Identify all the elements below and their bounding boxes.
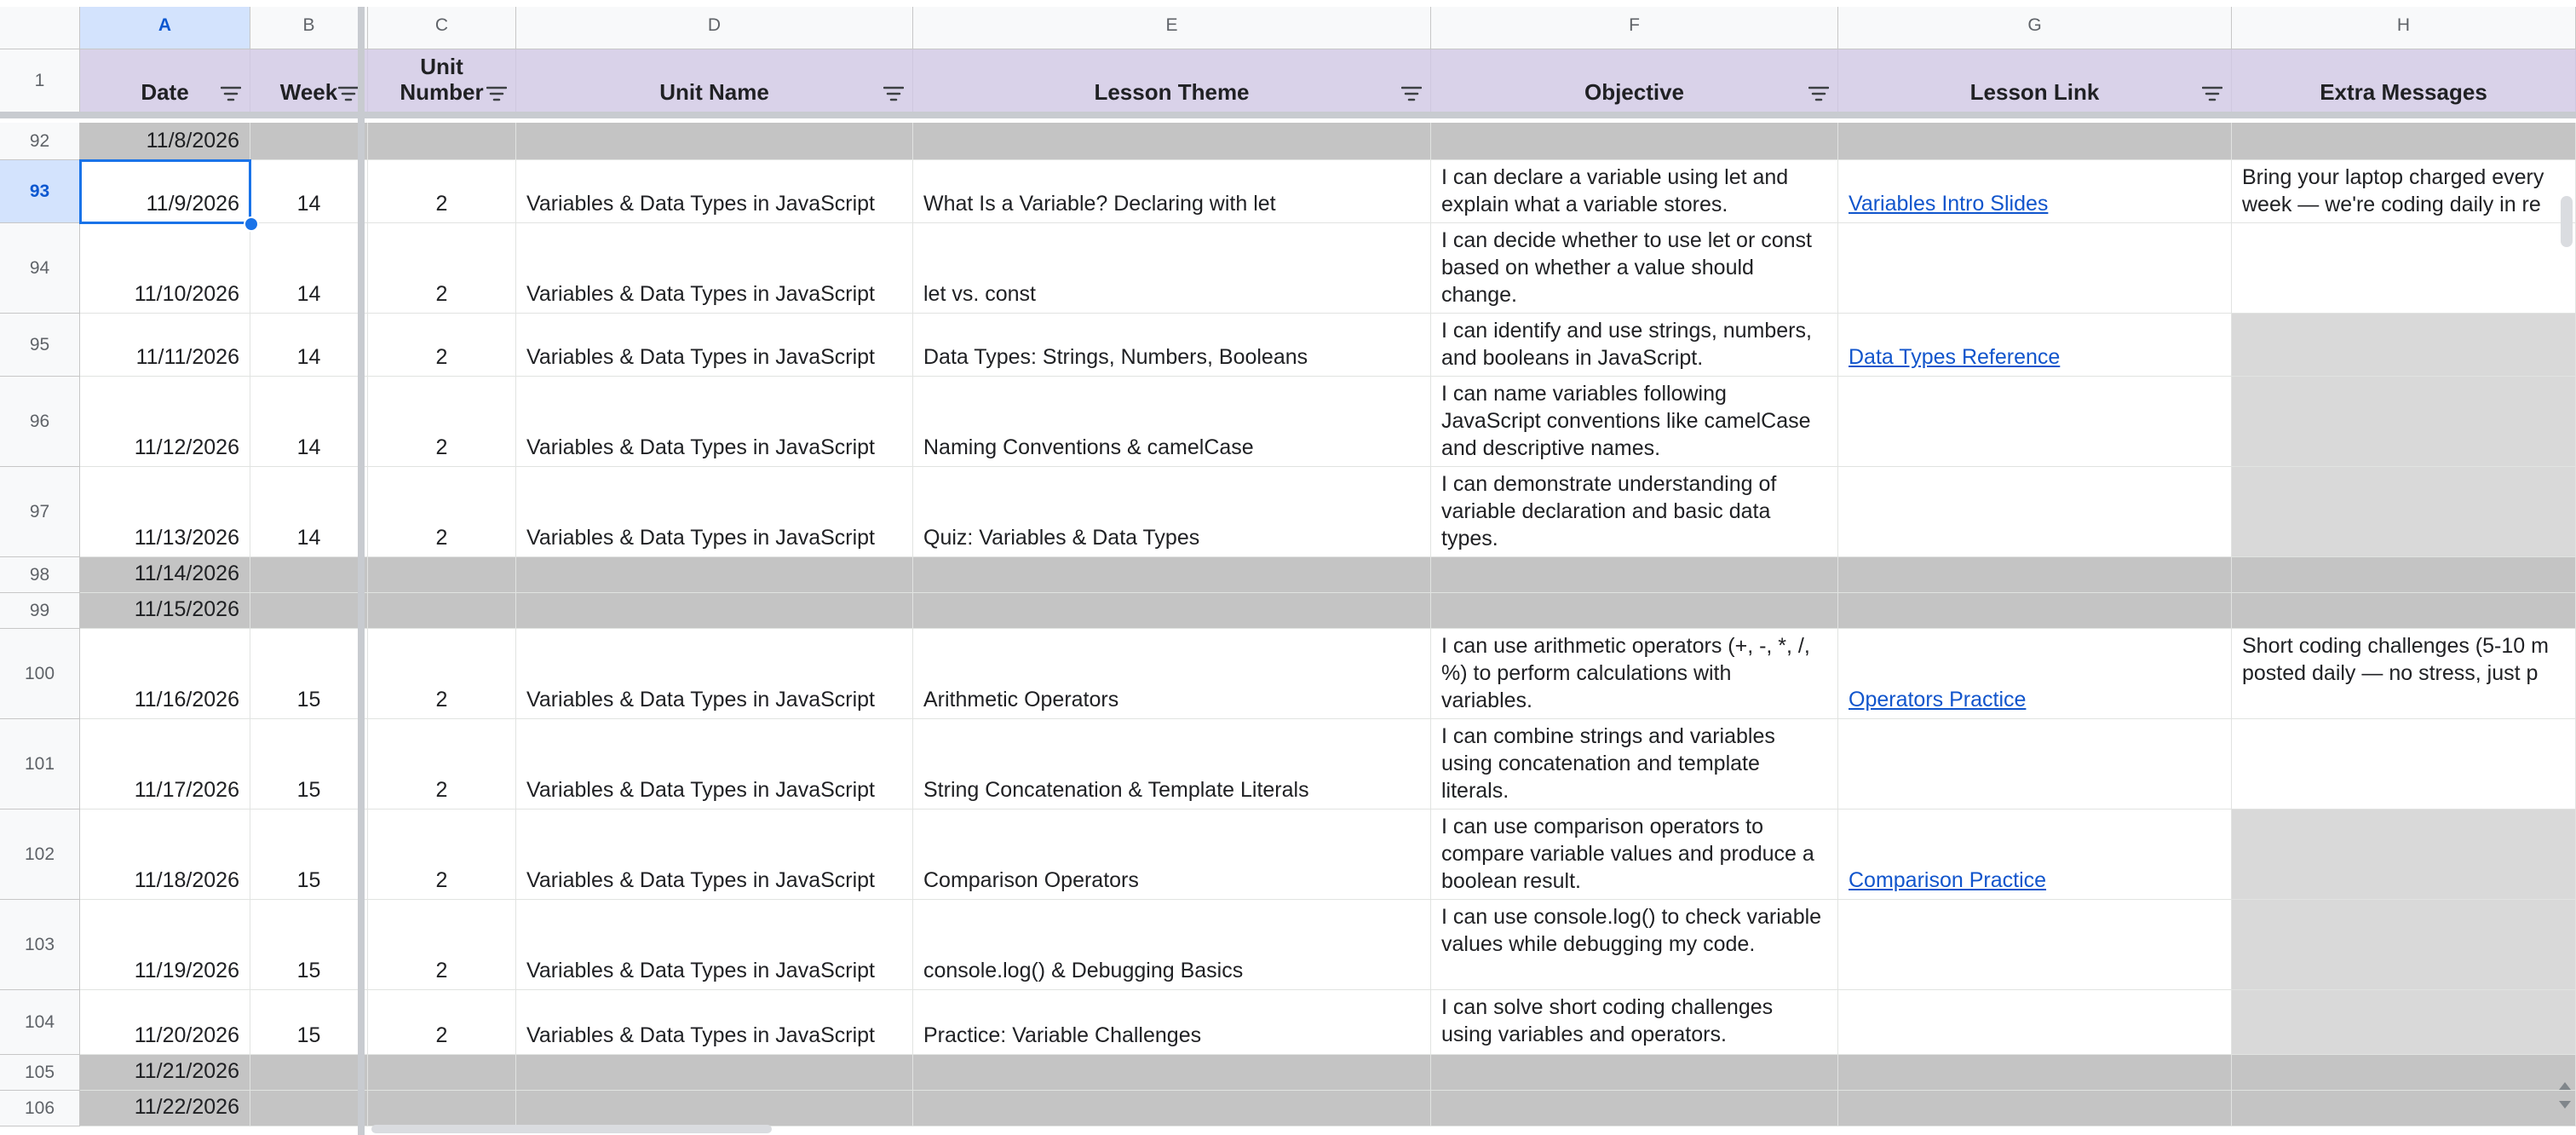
- unit-name-cell[interactable]: [516, 1091, 913, 1126]
- extra-text: Bring your laptop charged every week — we're coding daily in re: [2242, 165, 2544, 216]
- theme-text: let vs. const: [923, 282, 1036, 306]
- theme-cell[interactable]: [913, 629, 1431, 719]
- link-cell[interactable]: [1838, 160, 2232, 223]
- date-cell[interactable]: [80, 809, 250, 900]
- objective-text: I can combine strings and variables using concatenation and template literals.: [1441, 724, 1775, 803]
- date-cell[interactable]: [80, 629, 250, 719]
- date-text: 11/10/2026: [134, 282, 239, 306]
- week-cell[interactable]: [250, 377, 368, 467]
- theme-cell[interactable]: [913, 990, 1431, 1055]
- theme-cell[interactable]: [913, 377, 1431, 467]
- unit-name-cell[interactable]: [516, 160, 913, 223]
- column-header-b[interactable]: B: [250, 7, 368, 49]
- theme-cell[interactable]: [913, 557, 1431, 593]
- week-cell[interactable]: [250, 1055, 368, 1091]
- unit_name-text: Variables & Data Types in JavaScript: [526, 345, 875, 369]
- row-header-99[interactable]: 99: [0, 593, 80, 629]
- date-text: 11/17/2026: [134, 778, 239, 802]
- link-cell[interactable]: [1838, 1055, 2232, 1091]
- week-cell[interactable]: [250, 900, 368, 990]
- unit-cell[interactable]: [368, 314, 516, 377]
- row-header-103[interactable]: 103: [0, 900, 80, 990]
- unit_name-text: Variables & Data Types in JavaScript: [526, 435, 875, 459]
- date-cell[interactable]: [80, 467, 250, 557]
- unit-name-cell[interactable]: [516, 223, 913, 314]
- filter-icon[interactable]: [221, 86, 241, 101]
- column-header-g[interactable]: G: [1838, 7, 2232, 49]
- unit-name-cell[interactable]: [516, 314, 913, 377]
- row-header-98[interactable]: 98: [0, 557, 80, 593]
- date-cell[interactable]: [80, 160, 250, 223]
- link-cell[interactable]: [1838, 123, 2232, 160]
- date-cell[interactable]: [80, 123, 250, 160]
- unit-cell[interactable]: [368, 123, 516, 160]
- unit-name-cell[interactable]: [516, 123, 913, 160]
- unit-cell[interactable]: [368, 990, 516, 1055]
- select-all-corner[interactable]: [0, 7, 80, 49]
- extra-cell[interactable]: [2232, 223, 2576, 314]
- objective-cell[interactable]: [1431, 557, 1838, 593]
- unit-name-cell[interactable]: [516, 629, 913, 719]
- week-cell[interactable]: [250, 593, 368, 629]
- header-label-extra-messages: Extra Messages: [2320, 79, 2487, 105]
- link-cell[interactable]: [1838, 467, 2232, 557]
- lesson-link[interactable]: Operators Practice: [1849, 688, 2027, 712]
- date-cell[interactable]: [80, 1091, 250, 1126]
- link-cell[interactable]: [1838, 809, 2232, 900]
- extra-cell[interactable]: [2232, 123, 2576, 160]
- column-header-d[interactable]: D: [516, 7, 913, 49]
- frozen-column-divider[interactable]: [358, 7, 365, 1135]
- date-cell[interactable]: [80, 593, 250, 629]
- theme-text: Quiz: Variables & Data Types: [923, 526, 1200, 550]
- extra-cell[interactable]: [2232, 467, 2576, 557]
- filter-icon[interactable]: [338, 86, 359, 101]
- unit-cell[interactable]: [368, 593, 516, 629]
- objective-cell[interactable]: [1431, 900, 1838, 990]
- objective-text: I can use comparison operators to compare variable values and produce a boolean result.: [1441, 815, 1814, 893]
- header-label-date: Date: [141, 79, 189, 105]
- week-text: 15: [296, 688, 321, 712]
- theme-cell[interactable]: [913, 160, 1431, 223]
- link-cell[interactable]: [1838, 719, 2232, 809]
- week-text: 14: [296, 345, 321, 369]
- week-cell[interactable]: [250, 719, 368, 809]
- filter-icon[interactable]: [883, 86, 904, 101]
- extra-cell[interactable]: [2232, 990, 2576, 1055]
- extra-cell[interactable]: [2232, 557, 2576, 593]
- unit-text: 2: [435, 959, 448, 982]
- date-text: 11/19/2026: [134, 959, 239, 982]
- week-text: 14: [296, 435, 321, 459]
- week-text: 14: [296, 192, 321, 216]
- link-cell[interactable]: [1838, 314, 2232, 377]
- row-header-97[interactable]: 97: [0, 467, 80, 557]
- extra-cell[interactable]: [2232, 314, 2576, 377]
- row-header-104[interactable]: 104: [0, 990, 80, 1055]
- unit-cell[interactable]: [368, 900, 516, 990]
- week-text: 14: [296, 526, 321, 550]
- date-text: 11/21/2026: [134, 1059, 239, 1083]
- unit-text: 2: [435, 345, 448, 369]
- date-text: 11/8/2026: [146, 129, 239, 153]
- week-cell[interactable]: [250, 223, 368, 314]
- objective-cell[interactable]: [1431, 160, 1838, 223]
- unit_name-text: Variables & Data Types in JavaScript: [526, 1023, 875, 1047]
- row-header-102[interactable]: 102: [0, 809, 80, 900]
- column-header-e[interactable]: E: [913, 7, 1431, 49]
- lesson-link[interactable]: Comparison Practice: [1849, 868, 2047, 892]
- header-week[interactable]: [250, 49, 368, 112]
- unit-cell[interactable]: [368, 629, 516, 719]
- theme-text: Arithmetic Operators: [923, 688, 1119, 712]
- objective-cell[interactable]: [1431, 123, 1838, 160]
- horizontal-scrollbar-thumb[interactable]: [371, 1125, 772, 1133]
- unit-name-cell[interactable]: [516, 990, 913, 1055]
- row-header-1[interactable]: 1: [0, 49, 80, 112]
- objective-text: I can declare a variable using let and explain what a variable stores.: [1441, 165, 1789, 216]
- date-text: 11/18/2026: [134, 868, 239, 892]
- frozen-row-divider[interactable]: [0, 112, 2576, 118]
- unit-name-cell[interactable]: [516, 809, 913, 900]
- extra-cell[interactable]: [2232, 719, 2576, 809]
- row-header-96[interactable]: 96: [0, 377, 80, 467]
- theme-cell[interactable]: [913, 900, 1431, 990]
- unit-cell[interactable]: [368, 1091, 516, 1126]
- objective-text: I can solve short coding challenges using variables and operators.: [1441, 995, 1774, 1046]
- objective-cell[interactable]: [1431, 314, 1838, 377]
- week-text: 15: [296, 959, 321, 982]
- date-cell[interactable]: [80, 314, 250, 377]
- header-label-unit-number: Unit Number: [400, 54, 484, 105]
- theme-cell[interactable]: [913, 223, 1431, 314]
- unit-cell[interactable]: [368, 557, 516, 593]
- week-cell[interactable]: [250, 1091, 368, 1126]
- unit-name-cell[interactable]: [516, 467, 913, 557]
- theme-text: Naming Conventions & camelCase: [923, 435, 1254, 459]
- theme-cell[interactable]: [913, 719, 1431, 809]
- week-cell[interactable]: [250, 123, 368, 160]
- objective-text: I can decide whether to use let or const based on whether a value should change.: [1441, 228, 1812, 307]
- date-text: 11/13/2026: [134, 526, 239, 550]
- objective-cell[interactable]: [1431, 1055, 1838, 1091]
- unit_name-text: Variables & Data Types in JavaScript: [526, 778, 875, 802]
- week-cell[interactable]: [250, 314, 368, 377]
- theme-text: What Is a Variable? Declaring with let: [923, 192, 1276, 216]
- header-date[interactable]: [80, 49, 250, 112]
- week-text: 15: [296, 868, 321, 892]
- link-cell[interactable]: [1838, 629, 2232, 719]
- link-cell[interactable]: [1838, 990, 2232, 1055]
- unit-cell[interactable]: [368, 223, 516, 314]
- date-text: 11/15/2026: [134, 597, 239, 621]
- date-cell[interactable]: [80, 377, 250, 467]
- theme-text: String Concatenation & Template Literals: [923, 778, 1309, 802]
- unit-text: 2: [435, 282, 448, 306]
- unit_name-text: Variables & Data Types in JavaScript: [526, 282, 875, 306]
- objective-cell[interactable]: [1431, 629, 1838, 719]
- filter-icon[interactable]: [1808, 86, 1829, 101]
- row-header-105[interactable]: 105: [0, 1055, 80, 1091]
- theme-text: Data Types: Strings, Numbers, Booleans: [923, 345, 1308, 369]
- date-text: 11/20/2026: [134, 1023, 239, 1047]
- date-text: 11/9/2026: [146, 192, 239, 216]
- unit-text: 2: [435, 688, 448, 712]
- week-cell[interactable]: [250, 557, 368, 593]
- objective-text: I can demonstrate understanding of variable declaration and basic data types.: [1441, 472, 1777, 550]
- week-cell[interactable]: [250, 160, 368, 223]
- lesson-link[interactable]: Data Types Reference: [1849, 345, 2061, 369]
- fill-handle[interactable]: [244, 216, 259, 232]
- lesson-link[interactable]: Variables Intro Slides: [1849, 192, 2049, 216]
- objective-cell[interactable]: [1431, 990, 1838, 1055]
- extra-cell[interactable]: [2232, 900, 2576, 990]
- date-text: 11/16/2026: [134, 688, 239, 712]
- unit-text: 2: [435, 868, 448, 892]
- date-text: 11/22/2026: [134, 1095, 239, 1119]
- row-header-101[interactable]: 101: [0, 719, 80, 809]
- scroll-up-arrow-icon[interactable]: [2559, 1082, 2571, 1090]
- week-cell[interactable]: [250, 990, 368, 1055]
- unit-text: 2: [435, 192, 448, 216]
- theme-text: Practice: Variable Challenges: [923, 1023, 1202, 1047]
- unit-cell[interactable]: [368, 160, 516, 223]
- link-cell[interactable]: [1838, 377, 2232, 467]
- filter-icon[interactable]: [1401, 86, 1422, 101]
- column-header-f[interactable]: F: [1431, 7, 1838, 49]
- row-header-106[interactable]: 106: [0, 1091, 80, 1126]
- unit-text: 2: [435, 435, 448, 459]
- link-cell[interactable]: [1838, 557, 2232, 593]
- header-objective[interactable]: [1431, 49, 1838, 112]
- unit-name-cell[interactable]: [516, 557, 913, 593]
- row-header-93[interactable]: 93: [0, 160, 80, 223]
- date-cell[interactable]: [80, 557, 250, 593]
- theme-cell[interactable]: [913, 593, 1431, 629]
- extra-cell[interactable]: [2232, 377, 2576, 467]
- unit-cell[interactable]: [368, 809, 516, 900]
- unit-cell[interactable]: [368, 1055, 516, 1091]
- week-text: 14: [296, 282, 321, 306]
- unit-name-cell[interactable]: [516, 593, 913, 629]
- unit-name-cell[interactable]: [516, 900, 913, 990]
- date-cell[interactable]: [80, 719, 250, 809]
- extra-cell[interactable]: [2232, 593, 2576, 629]
- row-header-94[interactable]: 94: [0, 223, 80, 314]
- extra-cell[interactable]: [2232, 160, 2576, 223]
- unit-cell[interactable]: [368, 377, 516, 467]
- date-cell[interactable]: [80, 990, 250, 1055]
- header-label-objective: Objective: [1584, 79, 1685, 105]
- theme-cell[interactable]: [913, 123, 1431, 160]
- week-text: 15: [296, 1023, 321, 1047]
- link-cell[interactable]: [1838, 900, 2232, 990]
- objective-text: I can identify and use strings, numbers, and booleans in JavaScript.: [1441, 319, 1812, 370]
- unit_name-text: Variables & Data Types in JavaScript: [526, 868, 875, 892]
- date-text: 11/14/2026: [134, 562, 239, 585]
- header-label-week: Week: [279, 79, 338, 105]
- unit-name-cell[interactable]: [516, 1055, 913, 1091]
- objective-text: I can name variables following JavaScript conventions like camelCase and descriptive names.: [1441, 382, 1811, 460]
- unit-cell[interactable]: [368, 467, 516, 557]
- date-text: 11/11/2026: [135, 345, 239, 369]
- week-cell[interactable]: [250, 467, 368, 557]
- unit_name-text: Variables & Data Types in JavaScript: [526, 959, 875, 982]
- filter-icon[interactable]: [486, 86, 507, 101]
- link-cell[interactable]: [1838, 593, 2232, 629]
- header-extra-messages[interactable]: [2232, 49, 2576, 112]
- column-header-c[interactable]: C: [368, 7, 516, 49]
- header-label-lesson-theme: Lesson Theme: [1094, 79, 1250, 105]
- column-header-h[interactable]: H: [2232, 7, 2576, 49]
- objective-cell[interactable]: [1431, 1091, 1838, 1126]
- objective-cell[interactable]: [1431, 809, 1838, 900]
- objective-text: I can use console.log() to check variable values while debugging my code.: [1441, 905, 1822, 956]
- row-header-100[interactable]: 100: [0, 629, 80, 719]
- objective-cell[interactable]: [1431, 719, 1838, 809]
- theme-cell[interactable]: [913, 1055, 1431, 1091]
- theme-cell[interactable]: [913, 314, 1431, 377]
- unit-name-cell[interactable]: [516, 719, 913, 809]
- theme-cell[interactable]: [913, 1091, 1431, 1126]
- week-cell[interactable]: [250, 629, 368, 719]
- objective-cell[interactable]: [1431, 377, 1838, 467]
- header-unit-name[interactable]: [516, 49, 913, 112]
- vertical-scrollbar-thumb[interactable]: [2561, 196, 2573, 247]
- filter-icon[interactable]: [2202, 86, 2222, 101]
- objective-cell[interactable]: [1431, 467, 1838, 557]
- extra-cell[interactable]: [2232, 809, 2576, 900]
- week-text: 15: [296, 778, 321, 802]
- extra-cell[interactable]: [2232, 629, 2576, 719]
- column-header-a[interactable]: A: [80, 7, 250, 49]
- date-cell[interactable]: [80, 223, 250, 314]
- objective-cell[interactable]: [1431, 223, 1838, 314]
- header-lesson-theme[interactable]: [913, 49, 1431, 112]
- theme-cell[interactable]: [913, 467, 1431, 557]
- unit_name-text: Variables & Data Types in JavaScript: [526, 192, 875, 216]
- header-unit-number[interactable]: [368, 49, 516, 112]
- week-cell[interactable]: [250, 809, 368, 900]
- objective-cell[interactable]: [1431, 593, 1838, 629]
- extra-text: Short coding challenges (5-10 m posted daily — no stress, just p: [2242, 634, 2549, 685]
- theme-text: Comparison Operators: [923, 868, 1139, 892]
- header-lesson-link[interactable]: [1838, 49, 2232, 112]
- row-header-92[interactable]: 92: [0, 123, 80, 160]
- theme-cell[interactable]: [913, 809, 1431, 900]
- unit-cell[interactable]: [368, 719, 516, 809]
- date-cell[interactable]: [80, 1055, 250, 1091]
- objective-text: I can use arithmetic operators (+, -, *, /, %) to perform calculations with variables.: [1441, 634, 1810, 712]
- extra-cell[interactable]: [2232, 1091, 2576, 1126]
- unit_name-text: Variables & Data Types in JavaScript: [526, 688, 875, 712]
- extra-cell[interactable]: [2232, 1055, 2576, 1091]
- theme-text: console.log() & Debugging Basics: [923, 959, 1244, 982]
- date-cell[interactable]: [80, 900, 250, 990]
- date-text: 11/12/2026: [134, 435, 239, 459]
- row-header-95[interactable]: 95: [0, 314, 80, 377]
- unit_name-text: Variables & Data Types in JavaScript: [526, 526, 875, 550]
- unit-name-cell[interactable]: [516, 377, 913, 467]
- header-label-unit-name: Unit Name: [659, 79, 769, 105]
- unit-text: 2: [435, 1023, 448, 1047]
- header-label-lesson-link: Lesson Link: [1969, 79, 2100, 105]
- scroll-down-arrow-icon[interactable]: [2559, 1101, 2571, 1109]
- link-cell[interactable]: [1838, 1091, 2232, 1126]
- unit-text: 2: [435, 778, 448, 802]
- link-cell[interactable]: [1838, 223, 2232, 314]
- unit-text: 2: [435, 526, 448, 550]
